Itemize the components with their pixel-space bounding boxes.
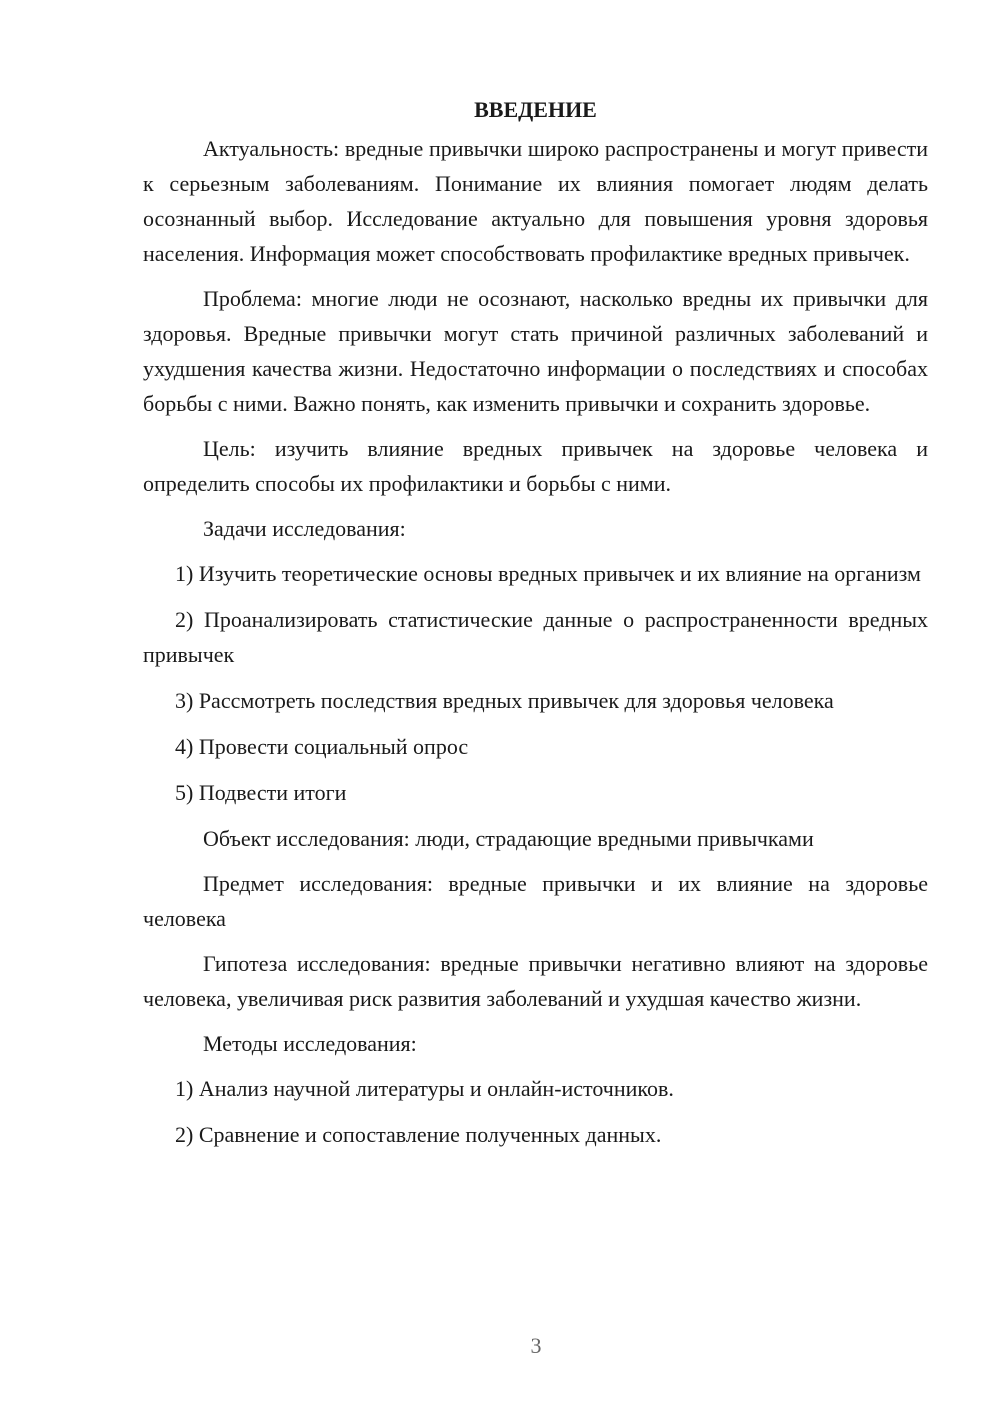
hypothesis-paragraph: Гипотеза исследования: вредные привычки негативно влияют на здоровье человека, увеличивая риск развития заболеваний и ухудшая качество жизни. bbox=[143, 951, 928, 1011]
subject-paragraph: Предмет исследования: вредные привычки и их влияние на здоровье человека bbox=[143, 871, 928, 931]
method-item: 1) Анализ научной литературы и онлайн-источников. bbox=[175, 1076, 674, 1101]
goal-paragraph: Цель: изучить влияние вредных привычек на здоровье человека и определить способы их профилактики и борьбы с ними. bbox=[143, 436, 928, 496]
task-item: 5) Подвести итоги bbox=[175, 780, 347, 805]
task-item: 1) Изучить теоретические основы вредных привычек и их влияние на организм bbox=[175, 561, 921, 586]
object-paragraph: Объект исследования: люди, страдающие вредными привычками bbox=[203, 826, 814, 851]
task-item: 4) Провести социальный опрос bbox=[175, 734, 469, 759]
task-item: 3) Рассмотреть последствия вредных привычек для здоровья человека bbox=[175, 688, 834, 713]
document-page bbox=[143, 92, 928, 1163]
relevance-paragraph: Актуальность: вредные привычки широко распространены и могут привести к серьезным заболеваниям. Понимание их влияния помогает людям делать осознанный выбор. Исследование актуально для повышения уровня здоровья населения. Информация может способствовать профилактике вредных привычек. bbox=[143, 136, 928, 266]
page-title: ВВЕДЕНИЕ bbox=[474, 97, 597, 122]
tasks-heading: Задачи исследования: bbox=[203, 516, 406, 541]
method-item: 2) Сравнение и сопоставление полученных данных. bbox=[175, 1122, 662, 1147]
page-number: 3 bbox=[530, 1333, 542, 1358]
task-item: 2) Проанализировать статистические данные о распространенности вредных привычек bbox=[143, 607, 928, 667]
problem-paragraph: Проблема: многие люди не осознают, насколько вредны их привычки для здоровья. Вредные привычки могут стать причиной различных заболеваний и ухудшения качества жизни. Недостаточно информации о последствиях и способах борьбы с ними. Важно понять, как изменить привычки и сохранить здоровье. bbox=[143, 286, 928, 416]
methods-heading: Методы исследования: bbox=[203, 1031, 417, 1056]
